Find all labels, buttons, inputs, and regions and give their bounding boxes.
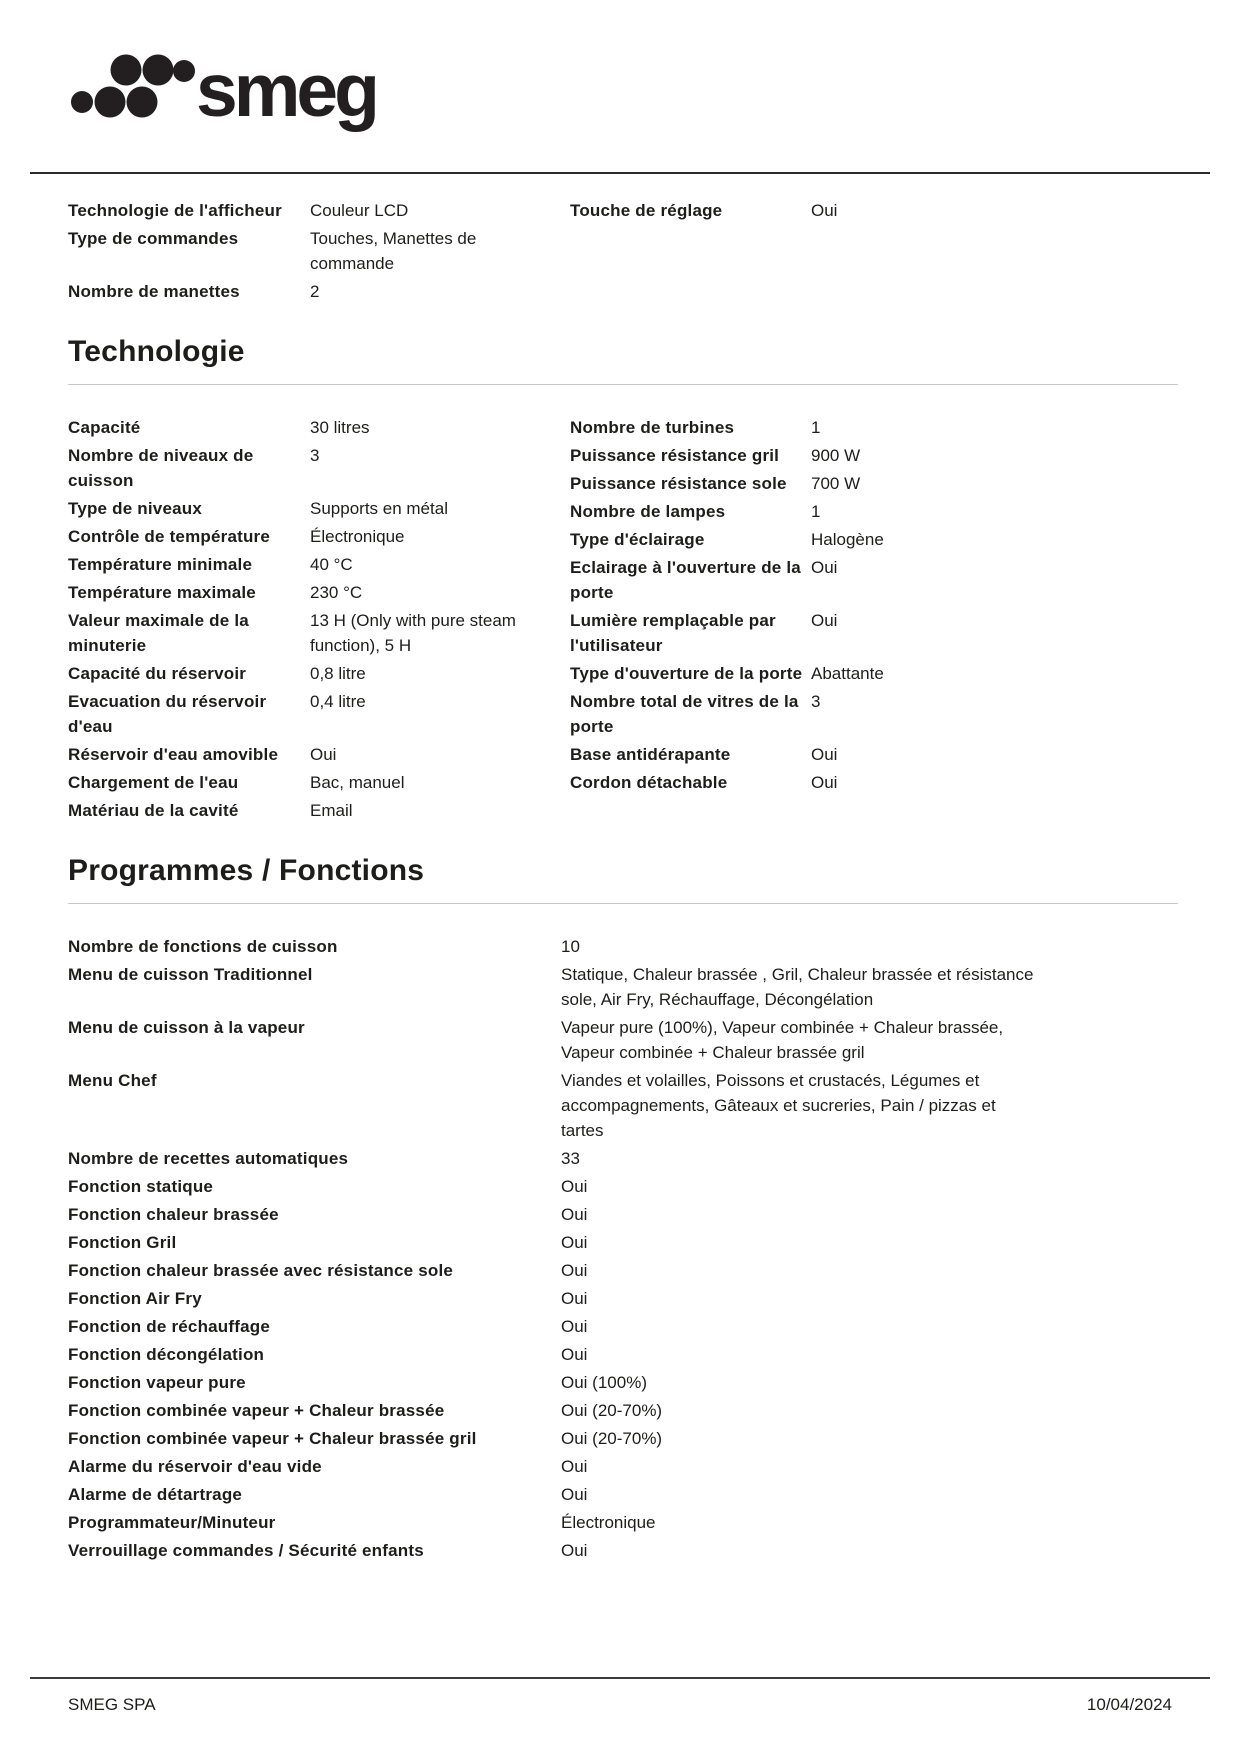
spec-value: Oui xyxy=(811,773,838,792)
spec-label: Lumière remplaçable par l'utilisateur xyxy=(570,611,776,655)
spec-label: Capacité xyxy=(68,418,141,437)
spec-value: 33 xyxy=(561,1149,580,1168)
footer-date: 10/04/2024 xyxy=(1086,1695,1172,1714)
spec-label: Fonction Air Fry xyxy=(68,1289,202,1308)
spec-label: Alarme de détartrage xyxy=(68,1485,243,1504)
top-divider xyxy=(30,172,1210,174)
spec-label: Fonction Gril xyxy=(68,1233,177,1252)
spec-label: Menu Chef xyxy=(68,1071,157,1090)
spec-value: Oui xyxy=(561,1541,588,1560)
spec-label: Evacuation du réservoir d'eau xyxy=(68,692,267,736)
spec-label: Valeur maximale de la minuterie xyxy=(68,611,249,655)
spec-value: 900 W xyxy=(811,446,861,465)
spec-value: Oui xyxy=(561,1289,588,1308)
spec-value: Touches, Manettes de commande xyxy=(310,229,477,273)
spec-value: Oui xyxy=(561,1233,588,1252)
smeg-logo xyxy=(66,46,386,146)
smeg-dots-icon xyxy=(71,55,195,118)
section-technologie xyxy=(68,333,1178,826)
spec-value: Oui xyxy=(561,1317,588,1336)
spec-label: Température minimale xyxy=(68,555,253,574)
spec-value: Électronique xyxy=(561,1513,656,1532)
spec-label: Nombre de lampes xyxy=(570,502,726,521)
spec-label: Matériau de la cavité xyxy=(68,801,239,820)
spec-label: Cordon détachable xyxy=(570,773,728,792)
spec-value: Oui xyxy=(561,1457,588,1476)
spec-label: Fonction décongélation xyxy=(68,1345,265,1364)
spec-value: 0,8 litre xyxy=(310,664,366,683)
header xyxy=(66,0,1240,151)
spec-value: Supports en métal xyxy=(310,499,448,518)
spec-value: Oui (20-70%) xyxy=(561,1401,663,1420)
spec-label: Nombre de niveaux de cuisson xyxy=(68,446,254,490)
spec-label: Touche de réglage xyxy=(570,201,723,220)
spec-value: 10 xyxy=(561,937,580,956)
spec-label: Nombre total de vitres de la porte xyxy=(570,692,799,736)
spec-value: 3 xyxy=(310,446,320,465)
spec-value: Oui xyxy=(561,1261,588,1280)
spec-label: Fonction statique xyxy=(68,1177,214,1196)
spec-label: Programmateur/Minuteur xyxy=(68,1513,276,1532)
spec-value: 2 xyxy=(310,282,320,301)
spec-label: Réservoir d'eau amovible xyxy=(68,745,279,764)
spec-value: 1 xyxy=(811,502,821,521)
spec-value: Oui xyxy=(310,745,337,764)
spec-value: 13 H (Only with pure steam function), 5 H xyxy=(310,611,516,655)
spec-value: Oui xyxy=(811,558,838,577)
spec-value: Vapeur pure (100%), Vapeur combinée + Chaleur brassée, Vapeur combinée + Chaleur brassée gril xyxy=(561,1018,1004,1062)
spec-value: Abattante xyxy=(811,664,884,683)
spec-value: Électronique xyxy=(310,527,405,546)
spec-value: 40 °C xyxy=(310,555,353,574)
technologie-left-column xyxy=(68,415,570,826)
spec-label: Verrouillage commandes / Sécurité enfants xyxy=(68,1541,424,1560)
spec-label: Menu de cuisson Traditionnel xyxy=(68,965,313,984)
spec-label: Fonction de réchauffage xyxy=(68,1317,271,1336)
spec-label: Chargement de l'eau xyxy=(68,773,239,792)
programmes-spec-table xyxy=(68,934,1178,1566)
spec-label: Menu de cuisson à la vapeur xyxy=(68,1018,305,1037)
spec-label: Nombre de manettes xyxy=(68,282,240,301)
spec-label: Fonction combinée vapeur + Chaleur brassée xyxy=(68,1401,445,1420)
footer-company: SMEG SPA xyxy=(68,1695,156,1714)
spec-value: Oui xyxy=(811,201,838,220)
spec-label: Fonction chaleur brassée avec résistance sole xyxy=(68,1261,454,1280)
section-title: Programmes / Fonctions xyxy=(68,852,1178,904)
top-spec-table xyxy=(68,198,1178,307)
spec-label: Température maximale xyxy=(68,583,256,602)
spec-label: Fonction vapeur pure xyxy=(68,1373,246,1392)
technologie-right-column xyxy=(570,415,1178,798)
spec-value: Oui (20-70%) xyxy=(561,1429,663,1448)
spec-label: Nombre de fonctions de cuisson xyxy=(68,937,338,956)
spec-label: Base antidérapante xyxy=(570,745,731,764)
spec-label: Eclairage à l'ouverture de la porte xyxy=(570,558,801,602)
spec-label: Nombre de recettes automatiques xyxy=(68,1149,349,1168)
spec-value: 30 litres xyxy=(310,418,370,437)
spec-label: Technologie de l'afficheur xyxy=(68,201,282,220)
spec-label: Puissance résistance gril xyxy=(570,446,780,465)
spec-label: Type de niveaux xyxy=(68,499,203,518)
spec-value: Oui xyxy=(811,611,838,630)
spec-value: 1 xyxy=(811,418,821,437)
spec-value: 3 xyxy=(811,692,821,711)
spec-label: Alarme du réservoir d'eau vide xyxy=(68,1457,322,1476)
spec-value: Couleur LCD xyxy=(310,201,409,220)
spec-value: Viandes et volailles, Poissons et crustacés, Légumes et accompagnements, Gâteaux et sucreries, Pain / pizzas et tartes xyxy=(561,1071,996,1140)
spec-label: Contrôle de température xyxy=(68,527,271,546)
technologie-spec-table xyxy=(68,415,1178,826)
spec-value: 0,4 litre xyxy=(310,692,366,711)
spec-label: Nombre de turbines xyxy=(570,418,735,437)
spec-value: Email xyxy=(310,801,353,820)
spec-value: Oui xyxy=(561,1205,588,1224)
spec-label: Capacité du réservoir xyxy=(68,664,247,683)
spec-label: Fonction combinée vapeur + Chaleur brassée gril xyxy=(68,1429,477,1448)
spec-label: Fonction chaleur brassée xyxy=(68,1205,279,1224)
spec-label: Puissance résistance sole xyxy=(570,474,787,493)
top-spec-left-column xyxy=(68,198,570,307)
spec-label: Type de commandes xyxy=(68,229,239,248)
spec-value: Oui xyxy=(561,1177,588,1196)
spec-label: Type d'ouverture de la porte xyxy=(570,664,803,683)
page-footer xyxy=(30,1677,1210,1715)
spec-value: Oui xyxy=(811,745,838,764)
spec-value: Oui xyxy=(561,1485,588,1504)
section-programmes-fonctions xyxy=(68,852,1178,1566)
spec-value: 700 W xyxy=(811,474,861,493)
spec-value: Halogène xyxy=(811,530,884,549)
spec-label: Type d'éclairage xyxy=(570,530,705,549)
spec-value: Oui xyxy=(561,1345,588,1364)
section-title: Technologie xyxy=(68,333,1178,385)
spec-value: Statique, Chaleur brassée , Gril, Chaleur brassée et résistance sole, Air Fry, Réchauffage, Décongélation xyxy=(561,965,1034,1009)
top-spec-right-column xyxy=(570,198,1178,226)
spec-value: Bac, manuel xyxy=(310,773,405,792)
spec-value: 230 °C xyxy=(310,583,363,602)
spec-value: Oui (100%) xyxy=(561,1373,647,1392)
brand-wordmark: smeg xyxy=(196,48,376,132)
